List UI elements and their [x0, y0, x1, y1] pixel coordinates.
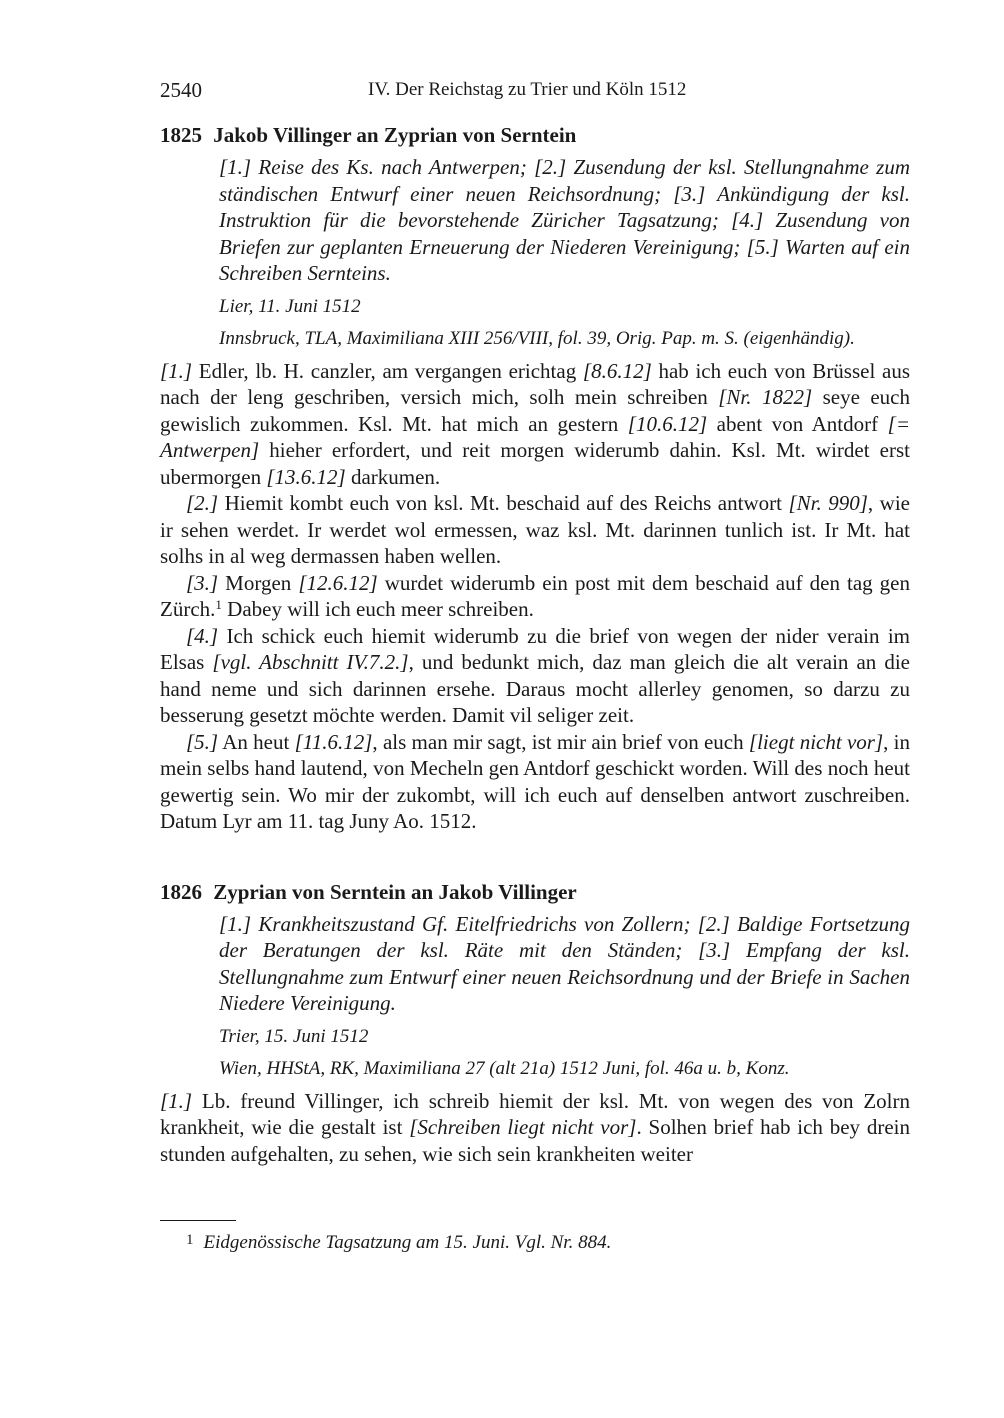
page-number: 2540 — [160, 78, 202, 102]
editorial-note: [3.] — [186, 570, 219, 595]
document-date: Lier, 11. Juni 1512 — [219, 295, 361, 317]
body-paragraph: [5.] An heut [11.6.12], als man mir sagt, ist mir ain brief von euch [liegt nicht vor], in mein selbs hand lautend, von Mecheln gen Antdorf geschickt worden. Will des noch heut gewertig sein. Wo mir der zukombt, will ich euch auf denselben antwort zuschreiben. Datum Lyr am 11. tag Juny Ao. 1512. — [160, 729, 911, 833]
document-heading — [160, 122, 910, 148]
document-date: Trier, 15. Juni 1512 — [219, 1025, 369, 1047]
document-source: Innsbruck, TLA, Maximiliana XIII 256/VIII, fol. 39, Orig. Pap. m. S. (eigenhändig). — [219, 327, 855, 349]
editorial-note: [Schreiben liegt nicht vor] — [409, 1115, 637, 1139]
editorial-note: [1.] — [160, 358, 193, 383]
editorial-note: [2.] — [186, 491, 219, 515]
document-number: 1826 — [160, 879, 202, 904]
document-heading — [160, 879, 910, 905]
editorial-note: [= Antwerpen] — [160, 411, 910, 462]
body-paragraph: [3.] Morgen [12.6.12] wurdet widerumb ein post mit dem beschaid auf den tag gen Zürch.$^1$ Dabey will ich euch meer schreiben. — [160, 570, 910, 621]
document-title: Jakob Villinger an Zyprian von Serntein — [213, 123, 577, 147]
editorial-note: [5.] — [186, 729, 219, 754]
document-body — [160, 358, 910, 835]
document-1826 — [160, 879, 910, 1168]
footnote — [186, 1228, 611, 1255]
editorial-note: [10.6.12] — [627, 411, 708, 436]
editorial-note: [13.6.12] — [266, 464, 346, 489]
editorial-note: [4.] — [186, 623, 219, 648]
editorial-note: [Nr. 1822] — [718, 385, 813, 409]
running-title: IV. Der Reichstag zu Trier und Köln 1512 — [368, 79, 687, 100]
editorial-note: [Nr. 990] — [788, 491, 868, 515]
editorial-note: [8.6.12] — [582, 358, 652, 383]
running-head — [160, 78, 910, 108]
document-regest: [1.] Reise des Ks. nach Antwerpen; [2.] Zusendung der ksl. Stellungnahme zum ständischen Entwurf einer neuen Reichsordnung; [3.] Ankündigung der ksl. Instruktion für die bevorstehende Züricher Tagsatzung; [4.] Zusendung von Briefen zur geplanten Erneuerung der Niederen Vereinigung; [5.] Warten auf ein Schreiben Sernteins. — [219, 155, 910, 285]
footnote-reference: 1 — [215, 597, 222, 612]
page — [160, 78, 910, 1167]
editorial-note: [12.6.12] — [298, 570, 378, 595]
body-paragraph: [4.] Ich schick euch hiemit widerumb zu die brief von wegen der nider verain im Elsas [vgl. Abschnitt IV.7.2.], und bedunkt mich, daz man gleich die alt verain an die hand neme und sich darinnen ersehe. Daraus mocht allerley genomen, so darzu zu besserung gesetzt möchte werden. Damit vil seliger zeit. — [160, 623, 911, 727]
document-body — [160, 1088, 910, 1168]
editorial-note: [1.] — [160, 1088, 193, 1113]
footnote-rule — [160, 1220, 236, 1221]
body-paragraph: [1.] Lb. freund Villinger, ich schreib hiemit der ksl. Mt. von wegen des von Zolrn krankheit, wie die gestalt ist [Schreiben liegt nicht vor]. Solhen brief hab ich bey drein stunden aufgehalten, zu sehen, wie sich sein krankheiten weiter — [160, 1088, 910, 1166]
document-regest: [1.] Krankheitszustand Gf. Eitelfriedrichs von Zollern; [2.] Baldige Fortsetzung der Beratungen der ksl. Räte mit den Ständen; [3.] Empfang der ksl. Stellungnahme zum Entwurf einer neuen Reichsordnung und der Briefe in Sachen Niedere Vereinigung. — [219, 911, 910, 1015]
body-paragraph: [2.] Hiemit kombt euch von ksl. Mt. beschaid auf des Reichs antwort [Nr. 990], wie ir sehen werdet. Ir werdet wol ermessen, waz ksl. Mt. darinnen tunlich ist. Ir Mt. hat solhs in al weg dermassen haben wellen. — [160, 491, 911, 568]
body-paragraph: [1.] Edler, lb. H. canzler, am vergangen erichtag [8.6.12] hab ich euch von Brüssel aus nach der leng geschriben, versich mich, solh mein schreiben [Nr. 1822] seye euch gewislich zukommen. Ksl. Mt. hat mich an gestern [10.6.12] abent von Antdorf [= Antwerpen] hieher erfordert, und reit morgen widerumb dahin. Ksl. Mt. wirdet erst ubermorgen [13.6.12] darkumen. — [160, 358, 910, 489]
document-number: 1825 — [160, 123, 202, 147]
document-source: Wien, HHStA, RK, Maximiliana 27 (alt 21a) 1512 Juni, fol. 46a u. b, Konz. — [219, 1057, 790, 1079]
editorial-note: [liegt nicht vor] — [748, 729, 884, 754]
document-title: Zyprian von Serntein an Jakob Villinger — [213, 879, 577, 904]
document-1825 — [160, 122, 910, 835]
footnote-text: Eidgenössische Tagsatzung am 15. Juni. Vgl. Nr. 884. — [203, 1232, 612, 1253]
editorial-note: [vgl. Abschnitt IV.7.2.] — [212, 650, 409, 674]
footnote-mark: 1 — [186, 1232, 194, 1248]
editorial-note: [11.6.12] — [294, 729, 373, 754]
